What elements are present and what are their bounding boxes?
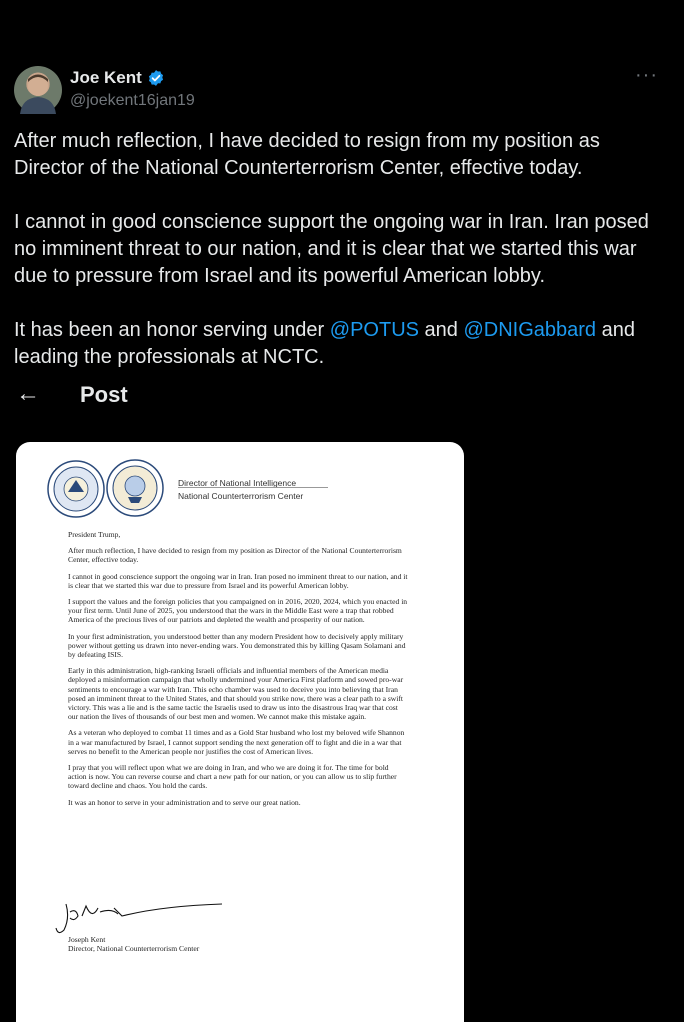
post-title: Post <box>80 382 128 407</box>
verified-badge-icon <box>147 69 165 87</box>
dni-seal-icon <box>47 460 105 518</box>
signature-icon <box>52 898 242 938</box>
letterhead-line-1: Director of National Intelligence <box>178 478 297 488</box>
back-arrow-icon[interactable]: ← <box>16 380 40 407</box>
author-row <box>70 68 165 88</box>
signer-title: Director, National Counterterrorism Center <box>68 944 200 954</box>
letter-paragraph: Early in this administration, high-ranking Israeli officials and influential members of the American media deployed a misinformation campaign that wholly undermined your America First platform and sowed pro-war sentiments to encourage a war with Iran. This echo chamber was used to deceive you into believing that Iran posed an imminent threat to the United States, and that should you strike now, there was a clear path to a swift victory. This was a lie and is the same tactic the Israelis used to draw us into the disastrous Iraq war that cost our nation the lives of thousands of our best men and women. We cannot make this mistake again. <box>68 666 404 722</box>
letter-paragraph: I cannot in good conscience support the ongoing war in Iran. Iran posed no imminent threat to our nation, and it is clear that we started this war due to pressure from Israel and its powerful American lobby. <box>68 571 408 590</box>
resignation-letter-image[interactable] <box>16 442 464 1022</box>
letter-paragraph: As a veteran who deployed to combat 11 times and as a Gold Star husband who lost my beloved wife Shannon in a war manufactured by Israel, I cannot support sending the next generation off to fight and die in a war that serves no benefit to the American people nor justifies the cost of American lives. <box>68 728 405 756</box>
avatar[interactable] <box>14 66 62 114</box>
letter-paragraph: I pray that you will reflect upon what we are doing in Iran, and who we are doing it for. The time for bold action is now. You can reverse course and chart a new path for our nation, or you can allow us to slip further toward decline and chaos. You hold the cards. <box>68 763 397 791</box>
letterhead-line-2: National Counterterrorism Center <box>178 491 304 501</box>
letter-paragraph: In your first administration, you understood better than any modern President how to decisively apply military power without getting us drawn into never-ending wars. You demonstrated this by killing Qasam Solamani and by defeating ISIS. <box>68 631 406 660</box>
more-options-icon[interactable]: ··· <box>635 64 658 86</box>
letter-salutation: President Trump, <box>68 530 121 539</box>
letterhead-divider <box>178 487 328 488</box>
post-header <box>0 370 684 422</box>
tweet-text-segment: It has been an honor serving under <box>14 319 330 341</box>
author-handle[interactable]: @joekent16jan19 <box>70 92 195 109</box>
letter-body <box>68 530 408 814</box>
signer-name: Joseph Kent <box>68 935 106 944</box>
signature-block <box>68 935 199 954</box>
tweet-paragraph-3 <box>14 317 670 368</box>
letter-paragraph: After much reflection, I have decided to resign from my position as Director of the National Counterterrorism Center, effective today. <box>68 546 402 565</box>
letter-paragraph: I support the values and the foreign policies that you campaigned on in 2016, 2020, 2024, which you enacted in your first term. Until June of 2025, you understood that the wars in the Middle East were a trap that robbed America of the precious lives of our patriots and depleted the wealth and prosperity of our nation. <box>68 597 408 625</box>
tweet-paragraph-2: I cannot in good conscience support the ongoing war in Iran. Iran posed no imminent threat to our nation, and it is clear that we started this war due to pressure from Israel and its powerful American lobby. <box>14 211 649 287</box>
tweet-text-segment: and leading the professionals at NCTC. <box>14 319 635 368</box>
letter-paragraph: It was an honor to serve in your administration and to serve our great nation. <box>68 797 301 807</box>
tweet-text <box>14 128 670 368</box>
author-name[interactable]: Joe Kent <box>70 68 142 87</box>
tweet-text-segment: and <box>418 319 464 341</box>
nctc-seal-icon <box>106 459 164 517</box>
tweet-paragraph-1: After much reflection, I have decided to resign from my position as Director of the National Counterterrorism Center, effective today. <box>14 130 600 179</box>
mention-potus-link[interactable]: @POTUS <box>329 319 419 341</box>
mention-dnigabbard-link[interactable]: @DNIGabbard <box>463 319 597 341</box>
